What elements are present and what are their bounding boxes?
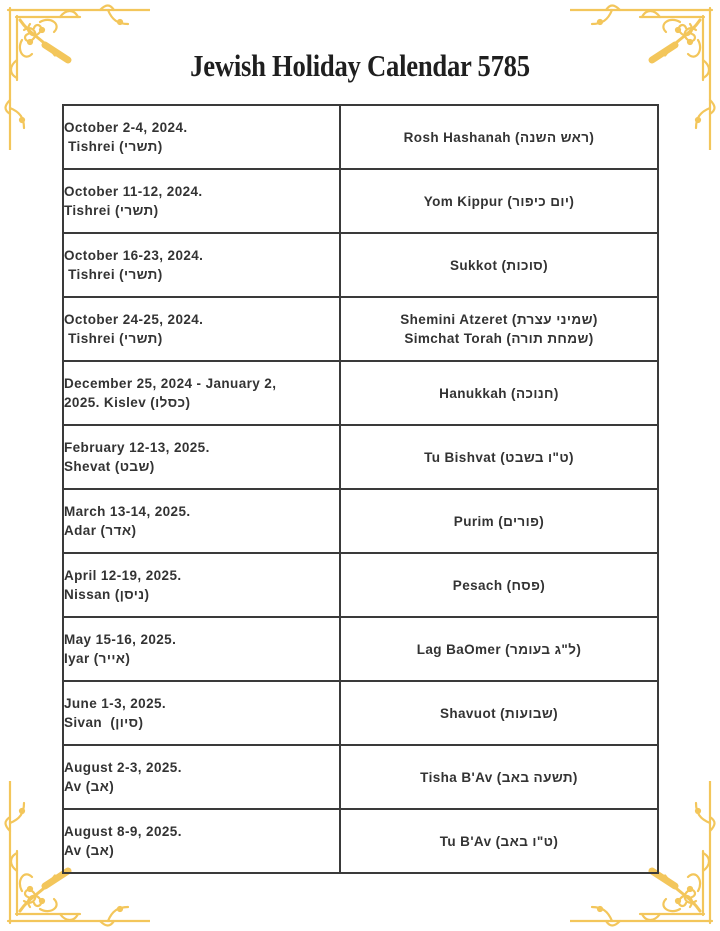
holiday-name: Rosh Hashanah (ראש השנה) — [403, 129, 595, 145]
date-hebrew-month: Iyar (אייר) — [64, 651, 131, 666]
table-row — [63, 233, 658, 297]
holiday-cell — [340, 745, 658, 809]
date-hebrew-month: 2025. Kislev (כסלו) — [64, 395, 191, 410]
holiday-name: Tu B'Av (ט"ו באב) — [439, 833, 559, 849]
holiday-name: Hanukkah (חנוכה) — [439, 385, 559, 401]
holiday-cell — [340, 105, 658, 169]
date-gregorian: December 25, 2024 - January 2, — [64, 376, 277, 391]
holiday-cell — [340, 553, 658, 617]
holiday-cell — [340, 489, 658, 553]
date-cell — [63, 745, 340, 809]
date-gregorian: April 12-19, 2025. — [64, 568, 182, 583]
holiday-cell — [340, 425, 658, 489]
table-row — [63, 297, 658, 361]
table-row — [63, 169, 658, 233]
date-hebrew-month: Tishrei (תשרי) — [64, 331, 163, 346]
date-gregorian: June 1-3, 2025. — [64, 696, 167, 711]
table-row — [63, 425, 658, 489]
date-gregorian: August 2-3, 2025. — [64, 760, 182, 775]
holiday-name: Purim (פורים) — [453, 513, 545, 529]
table-row — [63, 361, 658, 425]
date-gregorian: February 12-13, 2025. — [64, 440, 210, 455]
holiday-cell — [340, 169, 658, 233]
date-hebrew-month: Adar (אדר) — [64, 523, 137, 538]
date-hebrew-month: Sivan (סיון) — [64, 715, 144, 730]
holiday-cell — [340, 617, 658, 681]
date-cell — [63, 425, 340, 489]
date-gregorian: October 24-25, 2024. — [64, 312, 204, 327]
holiday-cell — [340, 297, 658, 361]
date-hebrew-month: Av (אב) — [64, 779, 115, 794]
date-hebrew-month: Tishrei (תשרי) — [64, 139, 163, 154]
holiday-name: Yom Kippur (יום כיפור) — [423, 193, 575, 209]
date-cell — [63, 617, 340, 681]
date-gregorian: October 2-4, 2024. — [64, 120, 188, 135]
date-cell — [63, 809, 340, 873]
date-hebrew-month: Tishrei (תשרי) — [64, 203, 159, 218]
holiday-name: Tisha B'Av (תשעה באב) — [420, 769, 578, 785]
date-cell — [63, 105, 340, 169]
date-cell — [63, 489, 340, 553]
date-gregorian: March 13-14, 2025. — [64, 504, 191, 519]
table-row — [63, 105, 658, 169]
date-hebrew-month: Nissan (ניסן) — [64, 587, 150, 602]
date-hebrew-month: Shevat (שבט) — [64, 459, 155, 474]
holiday-name: Tu Bishvat (ט"ו בשבט) — [424, 449, 574, 465]
date-gregorian: May 15-16, 2025. — [64, 632, 177, 647]
date-cell — [63, 297, 340, 361]
date-cell — [63, 553, 340, 617]
holiday-name: Shavuot (שבועות) — [439, 705, 559, 721]
date-cell — [63, 681, 340, 745]
date-cell — [63, 233, 340, 297]
table-row — [63, 745, 658, 809]
holiday-name: Lag BaOmer (ל"ג בעומר) — [416, 641, 582, 657]
date-hebrew-month: Tishrei (תשרי) — [64, 267, 163, 282]
holiday-cell — [340, 361, 658, 425]
table-row — [63, 681, 658, 745]
holiday-name: Pesach (פסח) — [452, 577, 546, 593]
date-gregorian: August 8-9, 2025. — [64, 824, 182, 839]
table-row — [63, 489, 658, 553]
date-gregorian: October 11-12, 2024. — [64, 184, 203, 199]
date-cell — [63, 169, 340, 233]
holiday-cell — [340, 681, 658, 745]
holiday-name-secondary: Simchat Torah (שמחת תורה) — [404, 331, 594, 346]
holiday-cell — [340, 809, 658, 873]
holiday-name: Sukkot (סוכות) — [449, 257, 549, 273]
holiday-cell — [340, 233, 658, 297]
table-row — [63, 809, 658, 873]
page-title: Jewish Holiday Calendar 5785 — [190, 48, 530, 83]
table-row — [63, 553, 658, 617]
holiday-table — [62, 104, 659, 874]
date-gregorian: October 16-23, 2024. — [64, 248, 204, 263]
holiday-name: Shemini Atzeret (שמיני עצרת) — [400, 312, 598, 327]
date-hebrew-month: Av (אב) — [64, 843, 115, 858]
table-row — [63, 617, 658, 681]
date-cell — [63, 361, 340, 425]
